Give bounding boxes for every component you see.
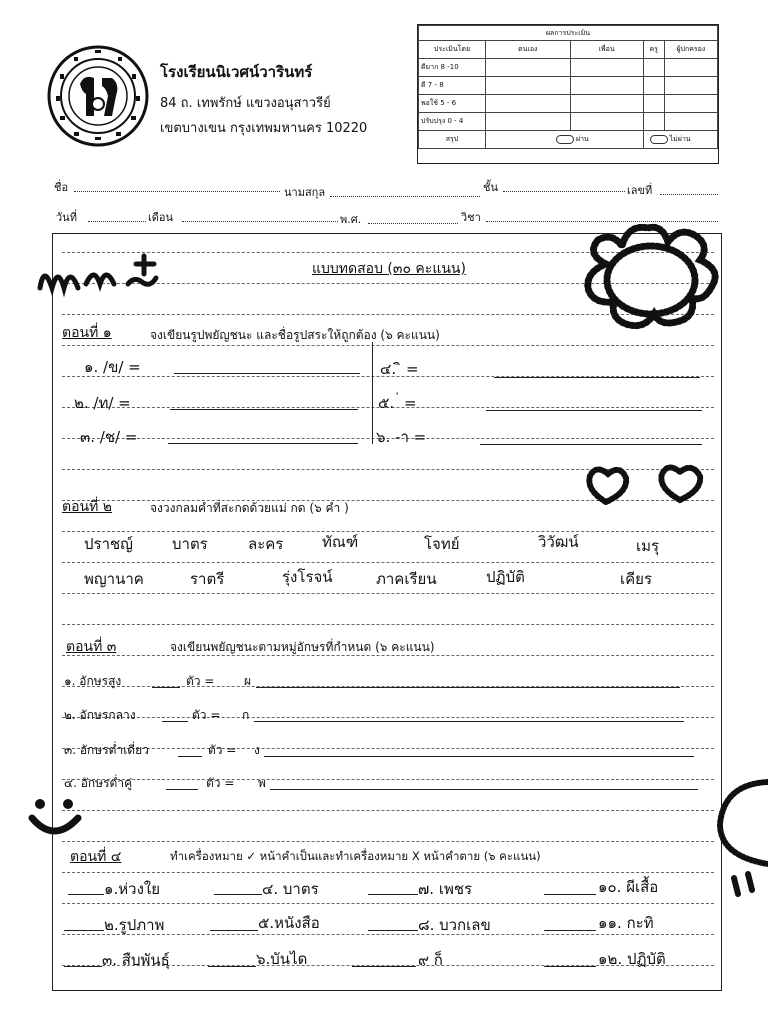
part4-word: ๔. บาตร [262,880,319,898]
part4-mark-line[interactable] [214,894,262,895]
eval-cell[interactable] [486,95,571,113]
fail-label: ไม่ผ่าน [669,135,691,143]
part3-instruction: จงเขียนพยัญชนะตามหมู่อักษรที่กำหนด (๖ คะแนน) [170,640,435,654]
part4-instruction: ทำเครื่องหมาย ✓ หน้าคำเป็นและทำเครื่องหมาย X หน้าคำตาย (๖ คะแนน) [170,849,541,863]
part3-count-line[interactable] [162,721,188,722]
evaluation-table [417,24,719,164]
part4-word: ๑๑. กะทิ [598,914,654,932]
eval-cell[interactable] [643,77,664,95]
surname-field[interactable] [330,196,480,197]
part1-right-item: ๕. ่ = [378,394,417,412]
part1-heading: ตอนที่ ๑ [62,325,112,341]
part1-instruction: จงเขียนรูปพยัญชนะ และชื่อรูปสระให้ถูกต้อง (๖ คะแนน) [150,328,440,342]
part1-answer-line[interactable] [494,377,700,378]
number-label: เลขที่ [627,184,653,197]
scribble-doodle [34,244,164,304]
part4-word: ๘. บวกเลข [418,916,491,934]
part3-count-line[interactable] [166,789,198,790]
name-label: ชื่อ [54,181,69,194]
part3-item-answer: พ [258,776,266,790]
class-field[interactable] [503,191,625,192]
eval-header: ประเมินโดย [419,41,486,59]
part2-word[interactable]: ปฏิบัติ [486,568,525,586]
part4-mark-line[interactable] [352,966,416,967]
part3-item-unit: ตัว = [206,776,235,790]
eval-cell[interactable] [486,113,571,131]
eval-row-label: ดี 7 - 8 [419,77,486,95]
part2-word[interactable]: ทัณฑ์ [322,533,359,551]
part4-mark-line[interactable] [368,930,418,931]
day-label: วันที่ [56,211,77,224]
part2-word[interactable]: บาตร [172,535,208,553]
evaluation-title: ผลการประเมิน [419,26,718,41]
eval-fail-option[interactable] [643,131,717,149]
part3-answer-line[interactable] [270,789,698,790]
eval-header: ครู [643,41,664,59]
part2-word[interactable]: โจทย์ [424,535,460,553]
part2-word[interactable]: เคียร [620,570,653,588]
year-label: พ.ศ. [340,213,362,226]
part2-word[interactable]: วิวัฒน์ [538,533,579,551]
eval-header: ตนเอง [486,41,571,59]
part1-left-item: ๓. /ช/ = [80,428,138,446]
flower-doodle [576,214,726,344]
part4-word: ๒.รูปภาพ [104,916,165,934]
part3-item-label: ๒. อักษรกลาง [64,708,136,722]
number-field[interactable] [660,194,718,195]
eval-cell[interactable] [664,95,717,113]
part2-word[interactable]: ละคร [248,535,284,553]
eval-cell[interactable] [664,77,717,95]
month-label: เดือน [148,211,174,224]
part2-word[interactable]: ภาคเรียน [376,570,437,588]
part3-count-line[interactable] [178,756,202,757]
part3-answer-line[interactable] [254,721,684,722]
part4-mark-line[interactable] [544,966,596,967]
month-field[interactable] [182,221,338,222]
eval-row-label: พอใช้ 5 - 6 [419,95,486,113]
part4-mark-line[interactable] [208,966,256,967]
part4-mark-line[interactable] [68,894,104,895]
class-label: ชั้น [483,181,498,194]
part1-divider [372,342,373,444]
school-logo-seal [46,44,150,148]
part4-heading: ตอนที่ ๔ [70,849,122,865]
part1-left-item: ๒. /ท/ = [74,394,131,412]
name-field[interactable] [74,191,280,192]
part1-right-item: ๖. -า = [376,428,427,446]
part1-answer-line[interactable] [170,409,358,410]
smiley-doodle [26,796,86,840]
part4-word: ๓. สืบพันธุ์ [102,951,170,969]
part4-word: ๕.หนังสือ [258,914,320,932]
part4-mark-line[interactable] [544,930,596,931]
year-field[interactable] [368,223,458,224]
part1-answer-line[interactable] [174,373,360,374]
pass-oval[interactable] [556,135,574,144]
eval-cell[interactable] [664,59,717,77]
part3-item-unit: ตัว = [192,708,221,722]
part2-word[interactable]: ปราชญ์ [84,535,133,553]
part4-word: ๑๐. ผีเสื้อ [598,878,659,896]
eval-cell[interactable] [570,113,643,131]
part3-item-answer: ผ [244,674,252,688]
eval-row-label: ดีมาก 8 -10 [419,59,486,77]
part4-word: ๗. เพชร [418,880,473,898]
part3-count-line[interactable] [152,687,180,688]
part3-heading: ตอนที่ ๓ [66,639,117,655]
day-field[interactable] [88,221,146,222]
part4-mark-line[interactable] [544,894,596,895]
exam-title: แบบทดสอบ (๓๐ คะแนน) [312,261,466,277]
part2-word[interactable]: รุ่งโรจน์ [282,568,333,586]
part2-word[interactable]: เมรุ [636,537,660,555]
part3-item-answer: ก [242,708,250,722]
eval-cell[interactable] [570,95,643,113]
surname-label: นามสกุล [284,186,326,199]
subject-label: วิชา [461,211,481,224]
part4-word: ๑๒. ปฏิบัติ [598,950,666,968]
part4-word: ๖.บันได [256,950,308,968]
part1-right-item: ๔. ิ = [380,360,419,378]
part4-word: ๙ ก็ [418,951,443,969]
eval-summary-label: สรุป [419,131,486,149]
part2-instruction: จงวงกลมคำที่สะกดด้วยแม่ กด (๖ คำ ) [150,501,349,515]
school-name: โรงเรียนนิเวศน์วารินทร์ [160,63,313,81]
eval-cell[interactable] [643,59,664,77]
part3-item-label: ๓. อักษรต่ำเดี่ยว [64,743,149,757]
fail-oval[interactable] [650,135,668,144]
part4-word: ๑.ห่วงใย [104,880,161,898]
part3-item-answer: ง [254,743,260,757]
eval-header: ผู้ปกครอง [664,41,717,59]
part4-mark-line[interactable] [64,930,104,931]
part3-answer-line[interactable] [264,756,694,757]
eval-cell[interactable] [664,113,717,131]
part1-left-item: ๑. /ข/ = [84,358,141,376]
part1-answer-line[interactable] [168,443,358,444]
part1-answer-line[interactable] [486,410,702,411]
heart-doodle [584,460,708,510]
eval-cell[interactable] [570,77,643,95]
part3-item-unit: ตัว = [208,743,237,757]
eval-cell[interactable] [643,113,664,131]
part3-item-unit: ตัว = [186,674,215,688]
part4-mark-line[interactable] [210,930,258,931]
eval-pass-option[interactable] [486,131,644,149]
eval-cell[interactable] [486,59,571,77]
sun-doodle [706,770,768,900]
part1-answer-line[interactable] [480,444,702,445]
part3-item-label: ๑. อักษรสูง [64,674,122,688]
eval-row-label: ปรับปรุง 0 - 4 [419,113,486,131]
pass-label: ผ่าน [576,135,589,143]
eval-header: เพื่อน [570,41,643,59]
eval-cell[interactable] [643,95,664,113]
part2-word[interactable]: ราตรี [190,570,225,588]
part4-mark-line[interactable] [368,894,418,895]
eval-cell[interactable] [570,59,643,77]
eval-cell[interactable] [486,77,571,95]
school-address-line2: เขตบางเขน กรุงเทพมหานคร 10220 [160,121,368,136]
part2-word[interactable]: พญานาค [84,570,144,588]
school-address-line1: 84 ถ. เทพรักษ์ แขวงอนุสาวรีย์ [160,96,331,111]
part3-item-label: ๔. อักษรต่ำคู่ [64,776,133,790]
part2-heading: ตอนที่ ๒ [62,499,112,515]
part4-mark-line[interactable] [64,966,102,967]
part3-answer-line[interactable] [256,687,680,688]
